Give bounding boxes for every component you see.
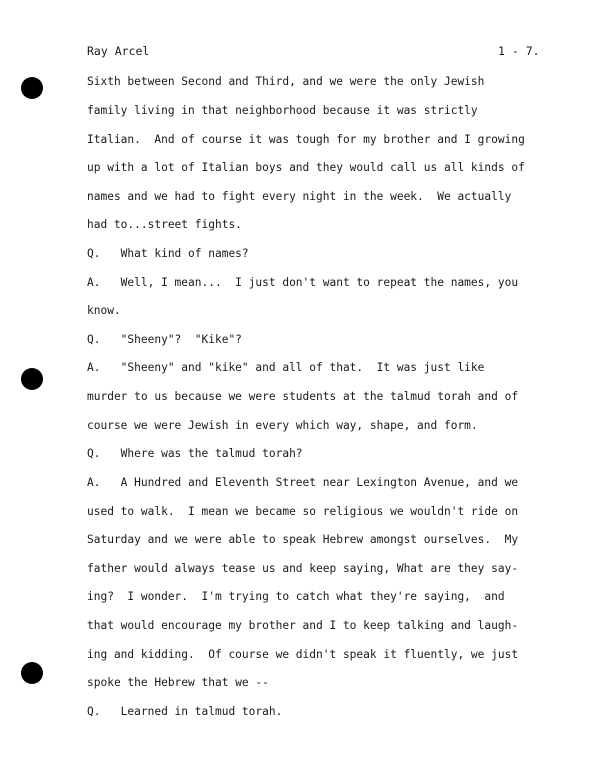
text-line: used to walk. I mean we became so religious we wouldn't ride on [87, 505, 519, 518]
text-line: spoke the Hebrew that we -- [87, 676, 269, 689]
text-line: Q. Where was the talmud torah? [87, 447, 303, 460]
text-line: Saturday and we were able to speak Hebrew amongst ourselves. My [87, 533, 519, 546]
text-line: father would always tease us and keep saying, What are they say- [87, 562, 519, 575]
text-line: A. Well, I mean... I just don't want to repeat the names, you [87, 276, 519, 289]
text-line: had to...street fights. [87, 218, 242, 231]
header-name: Ray Arcel [87, 44, 150, 58]
text-line: course we were Jewish in every which way, shape, and form. [87, 419, 478, 432]
text-line: family living in that neighborhood because it was strictly [87, 104, 478, 117]
text-line: ing and kidding. Of course we didn't speak it fluently, we just [87, 648, 519, 661]
text-line: names and we had to fight every night in the week. We actually [87, 190, 512, 203]
binder-hole [21, 77, 43, 99]
text-line: Q. "Sheeny"? "Kike"? [87, 333, 242, 346]
text-line: A. "Sheeny" and "kike" and all of that. It was just like [87, 361, 485, 374]
text-line: Italian. And of course it was tough for my brother and I growing [87, 133, 525, 146]
text-line: that would encourage my brother and I to keep talking and laugh- [87, 619, 519, 632]
text-line: know. [87, 304, 121, 317]
text-line: A. A Hundred and Eleventh Street near Lexington Avenue, and we [87, 476, 519, 489]
text-line: murder to us because we were students at the talmud torah and of [87, 390, 519, 403]
text-line: Q. Learned in talmud torah. [87, 705, 283, 718]
text-line: ing? I wonder. I'm trying to catch what they're saying, and [87, 590, 505, 603]
text-line: up with a lot of Italian boys and they would call us all kinds of [87, 161, 525, 174]
text-line: Sixth between Second and Third, and we were the only Jewish [87, 75, 485, 88]
page-number: 1 - 7. [498, 44, 540, 58]
text-line: Q. What kind of names? [87, 247, 249, 260]
binder-hole [21, 368, 43, 390]
binder-hole [21, 662, 43, 684]
